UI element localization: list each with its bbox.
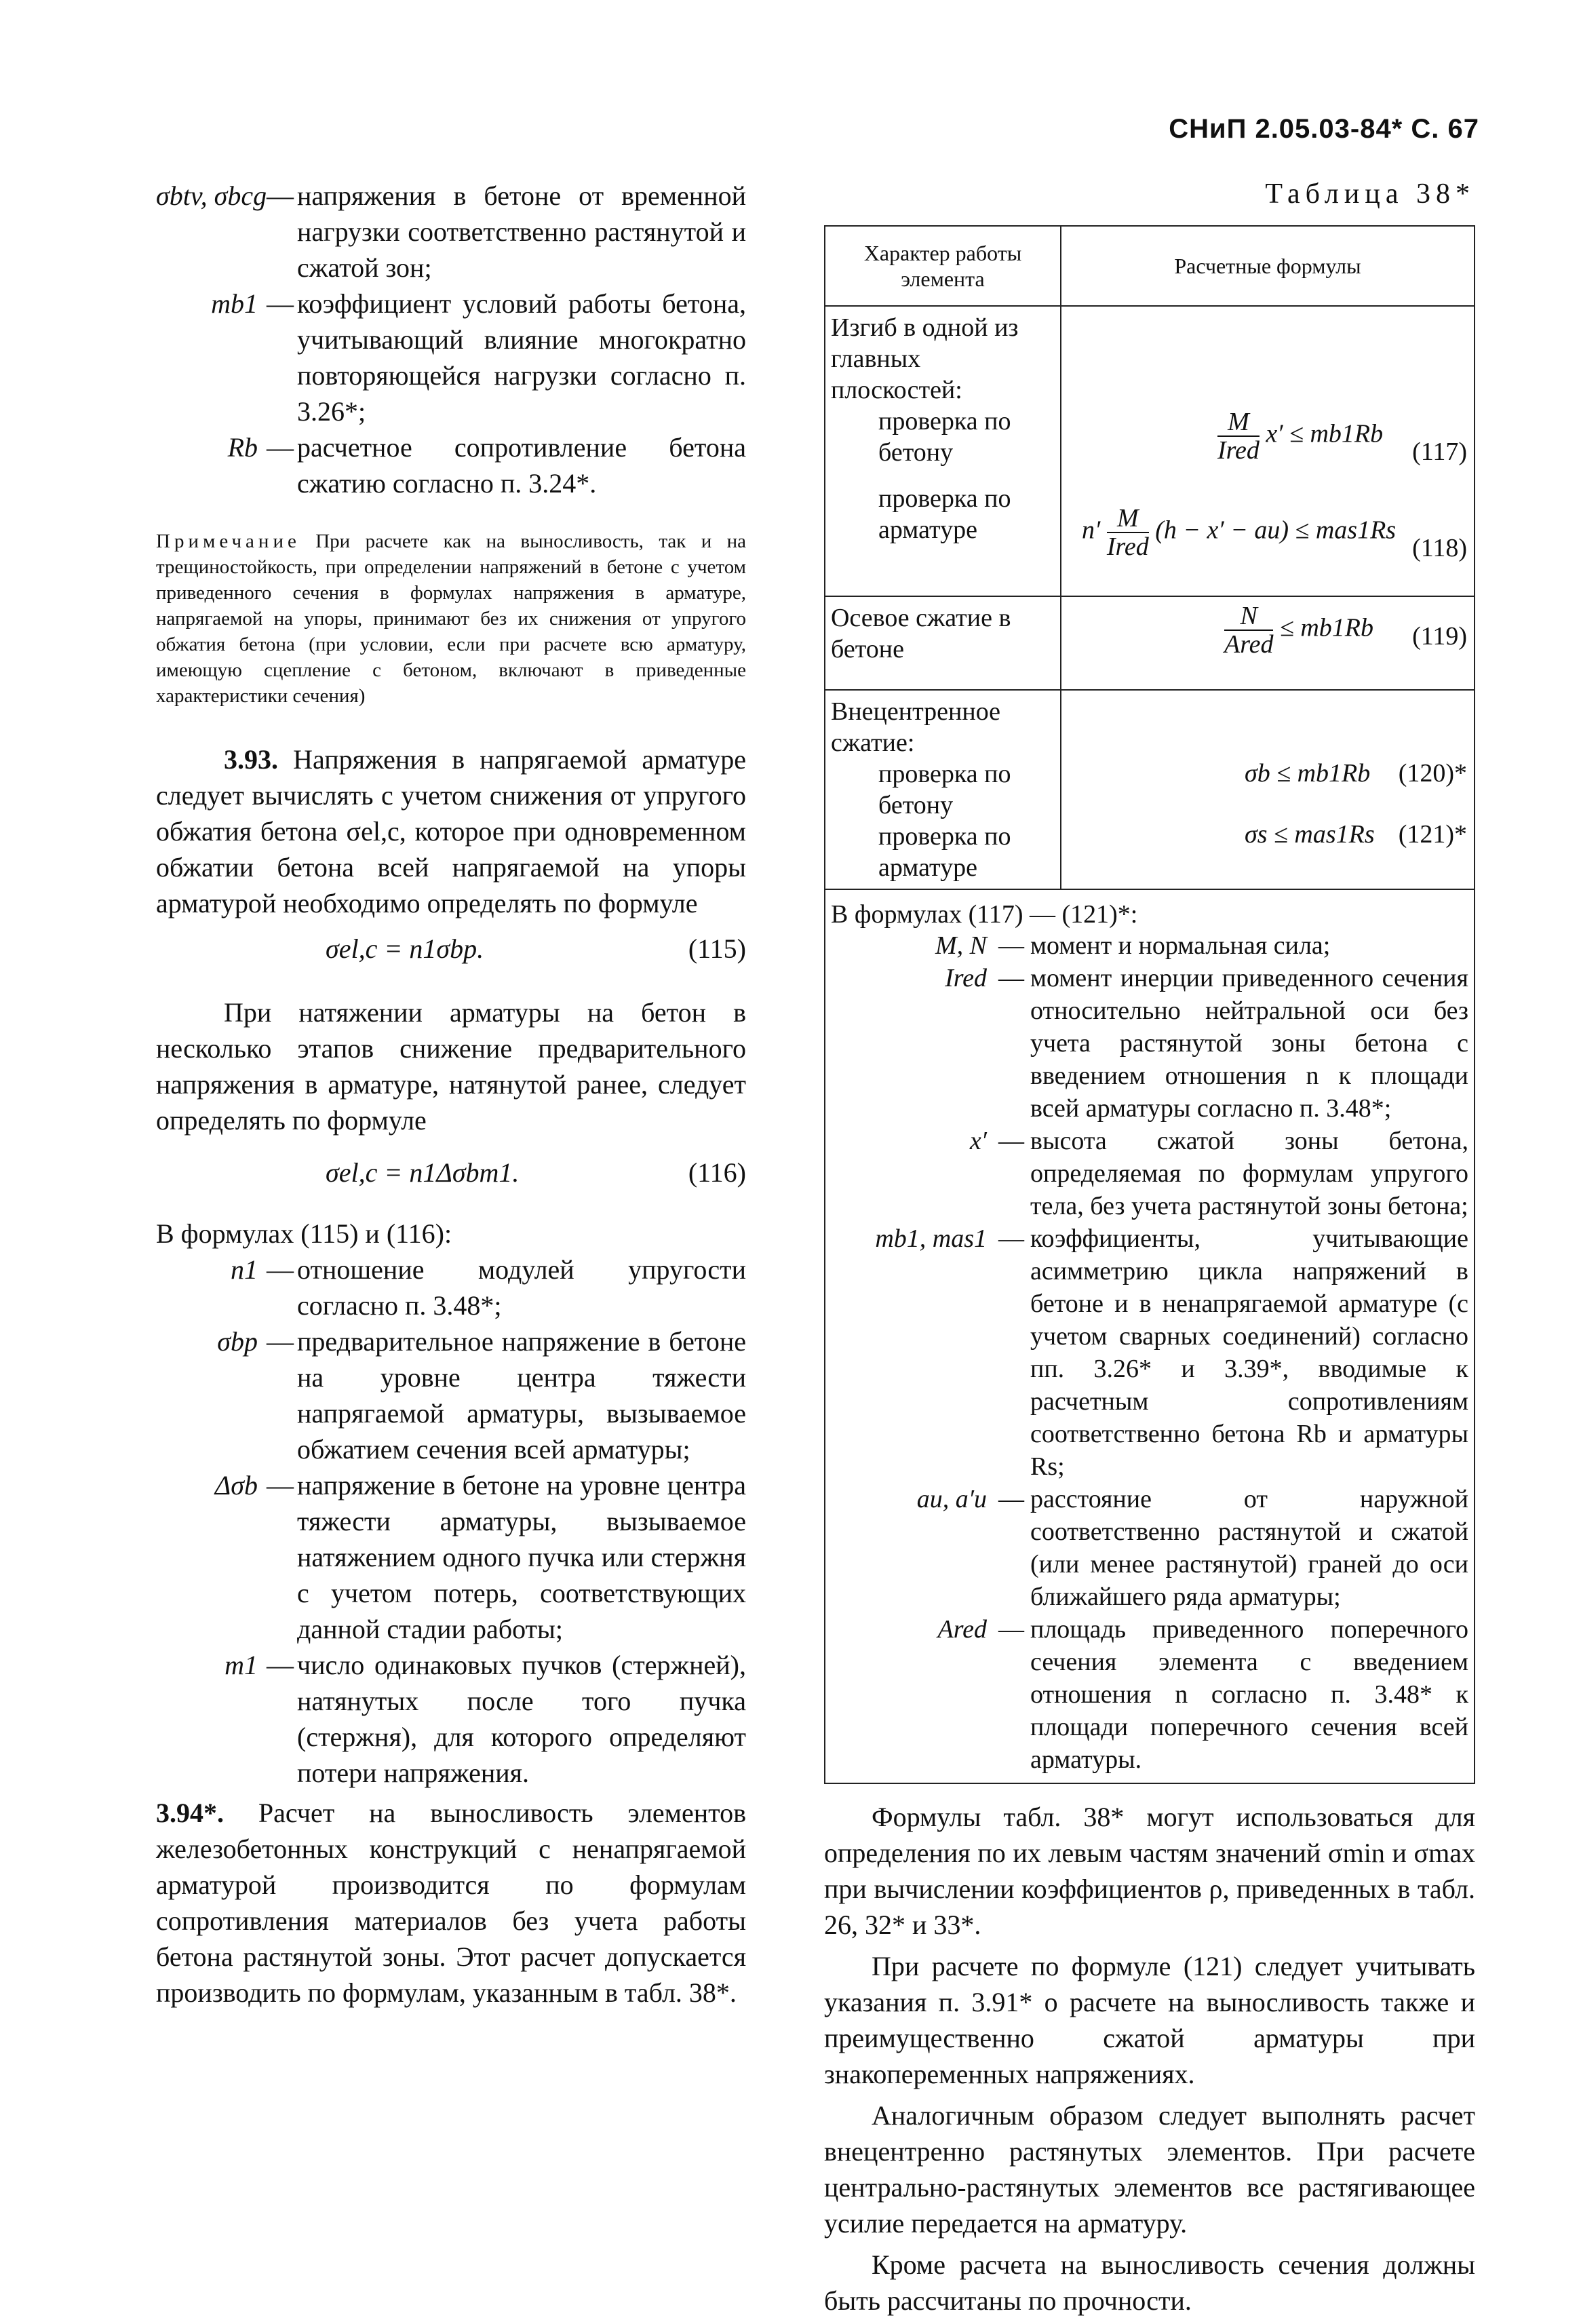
table-row <box>825 596 1475 690</box>
fraction-numerator: N <box>1224 602 1273 631</box>
legend-text: расстояние от наружной соответственно растянутой и сжатой (или менее растянутой) граней до оси ближайшего ряда арматуры; <box>1030 1485 1468 1611</box>
legend-heading: В формулах (117) — (121)*: <box>831 900 1138 929</box>
paragraph: Формулы табл. 38* могут использоваться для определения по их левым частям значений σmin и σmax при вычислении коэффициентов ρ, приведенных в табл. 26, 32* и 33*. <box>824 1802 1475 1940</box>
fraction <box>1217 408 1260 464</box>
row-subitem: проверка по арматуре <box>878 822 1011 882</box>
dash: — <box>267 1326 294 1357</box>
table-cell-formulas <box>1061 690 1475 889</box>
paragraph-text: Напряжения в напрягаемой арматуре следует вычислять с учетом снижения от упругого обжатия бетона σel,c, которое при одновременном обжатии бетона всей напрягаемой на упоры арматурой необходимо определять по формуле <box>156 744 746 918</box>
table-title: Таблица 38* <box>1265 178 1475 210</box>
definition-text: число одинаковых пучков (стержней), натянутых после того пучка (стержня), для которого определяют потери напряжения. <box>297 1650 746 1788</box>
definition-text: напряжение в бетоне на уровне центра тяжести арматуры, вызываемое натяжением одного пучка или стержня с учетом потерь, соответствующих данной стадии работы; <box>297 1470 746 1644</box>
formula-number: (120)* <box>1398 759 1467 788</box>
legend-item <box>831 1222 1468 1483</box>
legend-text: коэффициенты, учитывающие асимметрию цикла напряжений в бетоне и в ненапрягаемой арматуре (с учетом сварных соединений) согласно пп. 3.26* и 3.39*, вводимые к расчетным сопротивлениям соответственно бетона Rb и арматуры Rs; <box>1030 1224 1468 1481</box>
dash: — <box>267 432 294 463</box>
legend-item <box>831 929 1468 962</box>
page-header: СНиП 2.05.03-84* С. 67 <box>1169 114 1479 144</box>
definition-item <box>156 429 746 501</box>
paragraph: Кроме расчета на выносливость сечения должны быть рассчитаны по прочности. <box>824 2249 1475 2316</box>
paragraph-tension: При натяжении арматуры на бетон в несколько этапов снижение предварительного напряжения в арматуре, натянутой ранее, следует определять по формуле <box>156 997 746 1136</box>
row-subitem: проверка по бетону <box>878 407 1011 467</box>
dash: — <box>998 1615 1024 1644</box>
definition-symbol: mb1 <box>211 288 258 319</box>
paragraph: При расчете по формуле (121) следует учитывать указания п. 3.91* о расчете на выносливость также и преимущественно сжатой арматуры при знакопеременных напряжениях. <box>824 1951 1475 2089</box>
formula-number: (118) <box>1412 534 1467 562</box>
table-legend <box>825 889 1475 1783</box>
formula-expression: ≤ mb1Rb <box>1279 613 1373 642</box>
table-legend-row <box>825 889 1475 1783</box>
fraction-denominator: Ared <box>1224 630 1274 659</box>
formula-number: (121)* <box>1398 820 1467 849</box>
definition-item <box>156 178 746 286</box>
formula-116 <box>156 1145 746 1199</box>
legend-text: момент инерции приведенного сечения относительно нейтральной оси без учета растянутой зоны бетона с введением отношения n к площади всей арматуры согласно п. 3.48*; <box>1030 964 1468 1123</box>
definition-text: коэффициент условий работы бетона, учитывающий влияние многократно повторяющейся нагрузки согласно п. 3.26*; <box>297 288 746 427</box>
formulas-label: В формулах (115) и (116): <box>156 1218 452 1249</box>
table-row <box>825 306 1475 596</box>
formula-expression: (h − x′ − au) ≤ mas1Rs <box>1155 516 1397 545</box>
definition-text: напряжения в бетоне от временной нагрузки соответственно растянутой и сжатой зон; <box>297 180 746 283</box>
section-number: 3.94*. <box>156 1798 224 1828</box>
definition-symbol: σbp <box>217 1326 258 1357</box>
formula-117 <box>1217 408 1383 464</box>
formula-prefix: n′ <box>1082 516 1101 545</box>
paragraph: Аналогичным образом следует выполнять расчет внецентренно растянутых элементов. При расчете центрально-растянутых элементов все растягивающее усилие передается на арматуру. <box>824 2100 1475 2239</box>
fraction <box>1224 602 1273 658</box>
definition-item <box>156 1252 746 1323</box>
row-subitem: проверка по арматуре <box>878 484 1011 544</box>
definition-symbol: Δσb <box>214 1470 258 1500</box>
dash: — <box>267 1650 294 1680</box>
formula-number: (115) <box>688 933 746 964</box>
table-row <box>825 690 1475 889</box>
table-cell-formulas <box>1061 596 1475 690</box>
paragraph-text: Расчет на выносливость элементов железобетонных конструкций с ненапрягаемой арматурой производится по формулам сопротивления материалов без учета работы бетона растянутой зоны. Этот расчет допускается производить по формулам, указанным в табл. 38*. <box>156 1798 746 2008</box>
table-cell-label: Осевое сжатие в бетоне <box>825 596 1061 690</box>
dash: — <box>998 931 1024 960</box>
dash: — <box>267 1470 294 1500</box>
paragraph-3-93 <box>156 741 746 921</box>
fraction-numerator: M <box>1107 505 1149 533</box>
section-number: 3.93. <box>224 744 278 775</box>
row-heading: Внецентренное сжатие: <box>831 697 1001 757</box>
definition-text: предварительное напряжение в бетоне на уровне центра тяжести напрягаемой арматуры, вызываемое обжатием сечения всей арматуры; <box>297 1326 746 1465</box>
dash: — <box>998 1224 1024 1253</box>
table-header-cell: Характер работы элемента <box>825 226 1061 306</box>
legend-symbol: x′ <box>969 1127 987 1155</box>
definition-item <box>156 1467 746 1647</box>
note <box>156 528 746 709</box>
formula-118 <box>1082 505 1396 560</box>
table-38 <box>824 225 1475 1784</box>
legend-item <box>831 1125 1468 1222</box>
legend-item <box>831 1483 1468 1613</box>
fraction-numerator: M <box>1217 408 1260 437</box>
legend-symbol: au, a′u <box>916 1485 987 1513</box>
table-cell-formulas <box>1061 306 1475 596</box>
note-text: При расчете как на выносливость, так и на трещиностойкость, при определении напряжений в бетоне с учетом приведенного сечения в формулах напряжения в арматуре, напрягаемой на упоры, принимают без их снижения от упругого обжатия бетона (при условии, если при расчете всю арматуру, имеющую сцепление с бетоном, включают в приведенные характеристики сечения) <box>156 530 747 707</box>
after-table-text <box>824 1799 1475 2319</box>
dash: — <box>267 1254 294 1285</box>
definition-symbol: n1 <box>231 1254 258 1285</box>
fraction-denominator: Ired <box>1106 532 1149 561</box>
note-label: Примечание <box>156 530 300 552</box>
right-column <box>824 178 1475 2324</box>
legend-symbol: Ared <box>937 1615 987 1644</box>
paragraph-3-94 <box>156 1795 746 2011</box>
formula-121: σs ≤ mas1Rs <box>1245 820 1375 849</box>
legend-text: момент и нормальная сила; <box>1030 931 1331 960</box>
definition-symbol: Rb <box>227 432 258 463</box>
definition-item <box>156 286 746 429</box>
formula-115 <box>156 921 746 975</box>
table-cell-label <box>825 306 1061 596</box>
legend-item <box>831 1613 1468 1776</box>
row-heading: Изгиб в одной из главных плоскостей: <box>831 313 1019 404</box>
definition-item <box>156 1323 746 1467</box>
formula-number: (116) <box>688 1157 746 1188</box>
formula-120: σb ≤ mb1Rb <box>1245 759 1371 788</box>
legend-text: высота сжатой зоны бетона, определяемая по формулам упругого тела, без учета растянутой зоны бетона; <box>1030 1127 1468 1220</box>
formula-119 <box>1224 602 1373 658</box>
dash: — <box>998 1127 1024 1155</box>
legend-text: площадь приведенного поперечного сечения элемента с введением отношения n согласно п. 3.48* к площади поперечного сечения всей арматуры. <box>1030 1615 1468 1774</box>
formula-number: (117) <box>1412 438 1467 466</box>
definition-text: отношение модулей упругости согласно п. 3.48*; <box>297 1254 746 1321</box>
dash: — <box>267 180 294 211</box>
dash: — <box>267 288 294 319</box>
legend-symbol: mb1, mas1 <box>875 1224 987 1253</box>
table-header-cell: Расчетные формулы <box>1061 226 1475 306</box>
legend-item <box>831 962 1468 1125</box>
row-subitem: проверка по бетону <box>878 760 1011 819</box>
formula-expression: x′ ≤ mb1Rb <box>1266 419 1384 448</box>
formula-number: (119) <box>1412 622 1467 651</box>
formula-expression: σel,c = n1Δσbm1. <box>326 1157 520 1188</box>
legend-symbol: Ired <box>945 964 987 992</box>
definitions-list-2 <box>156 1252 746 1791</box>
definition-item <box>156 1647 746 1791</box>
definition-symbol: m1 <box>225 1650 258 1680</box>
table-cell-label <box>825 690 1061 889</box>
legend-symbol: M, N <box>935 931 987 960</box>
definition-text: расчетное сопротивление бетона сжатию согласно п. 3.24*. <box>297 432 746 499</box>
fraction <box>1107 505 1149 560</box>
left-column <box>156 178 746 2011</box>
table-header-row <box>825 226 1475 306</box>
dash: — <box>998 1485 1024 1513</box>
formula-expression: σel,c = n1σbp. <box>326 933 484 964</box>
definition-symbol: σbtv, σbcg <box>156 180 267 211</box>
fraction-denominator: Ired <box>1217 436 1260 465</box>
dash: — <box>998 964 1024 992</box>
definitions-list <box>156 178 746 501</box>
